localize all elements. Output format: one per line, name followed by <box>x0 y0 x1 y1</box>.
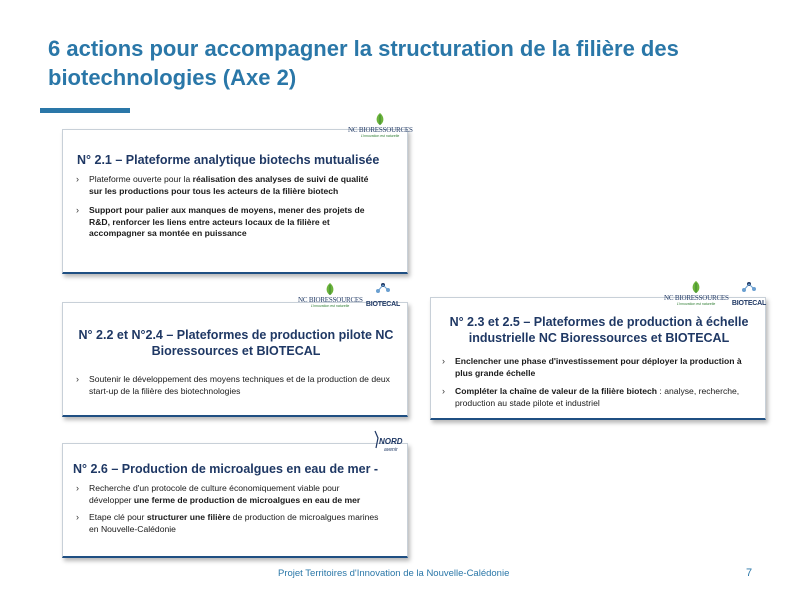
card-list <box>73 483 383 535</box>
leaf-icon <box>324 282 336 296</box>
card-heading: N° 2.6 – Production de microalgues en eau de mer - <box>73 462 379 476</box>
card-heading: N° 2.3 et 2.5 – Plateformes de production à échelle industrielle NC Bioressources et BIOTECAL <box>449 315 749 345</box>
card-heading: N° 2.1 – Plateforme analytique biotechs mutualisée <box>77 153 380 167</box>
nc-bioressources-logo: NC BIORESSOURCES L'innovation est naturelle <box>298 282 362 308</box>
leaf-icon <box>690 280 702 294</box>
card-list <box>439 356 757 409</box>
molecule-icon <box>374 280 392 296</box>
card-2-6 <box>62 443 408 558</box>
list-item: › Compléter la chaîne de valeur de la filière biotech : analyse, recherche, production au stade pilote et industriel <box>439 386 757 409</box>
svg-text:NORD: NORD <box>379 437 403 446</box>
card-2-2-2-4 <box>62 302 408 417</box>
biotecal-logo: BIOTECAL <box>730 279 768 307</box>
list-item: › Etape clé pour structurer une filière de production de microalgues marines en Nouvelle-Calédonie <box>73 512 383 535</box>
card-heading: N° 2.2 et N°2.4 – Plateformes de production pilote NC Bioressources et BIOTECAL <box>78 328 394 358</box>
list-item: › Recherche d'un protocole de culture économiquement viable pour développer une ferme de production de microalgues en eau de mer <box>73 483 383 506</box>
nord-avenir-mark-icon <box>370 428 408 454</box>
footer-text: Projet Territoires d'Innovation de la Nouvelle-Calédonie <box>278 568 510 579</box>
svg-text:avenir: avenir <box>384 447 398 453</box>
card-list <box>73 174 383 240</box>
nc-bioressources-logo: NC BIORESSOURCES L'innovation est naturelle <box>664 280 728 306</box>
list-item: › Soutenir le développement des moyens techniques et de la production de deux start-up de la filière des biotechnologies <box>73 374 395 397</box>
list-item: › Enclencher une phase d'investissement pour déployer la production à plus grande échelle <box>439 356 757 379</box>
title-accent-bar <box>40 108 130 113</box>
leaf-icon <box>374 112 386 126</box>
card-2-1 <box>62 129 408 274</box>
slide-title: 6 actions pour accompagner la structuration de la filière des biotechnologies (Axe 2) <box>48 36 679 90</box>
molecule-icon <box>740 279 758 295</box>
page-number: 7 <box>746 567 753 579</box>
list-item: › Plateforme ouverte pour la réalisation des analyses de suivi de qualité sur les productions pour tous les acteurs de la filière biotech <box>73 174 383 197</box>
card-2-3-2-5 <box>430 297 766 420</box>
nc-bioressources-logo: NC BIORESSOURCES L'innovation est naturelle <box>348 112 412 138</box>
list-item: › Support pour palier aux manques de moyens, mener des projets de R&D, renforcer les liens entre acteurs locaux de la filière et accompagner sa montée en puissance <box>73 205 383 240</box>
nord-avenir-logo <box>370 428 408 459</box>
biotecal-logo: BIOTECAL <box>364 280 402 308</box>
card-list <box>73 374 395 397</box>
